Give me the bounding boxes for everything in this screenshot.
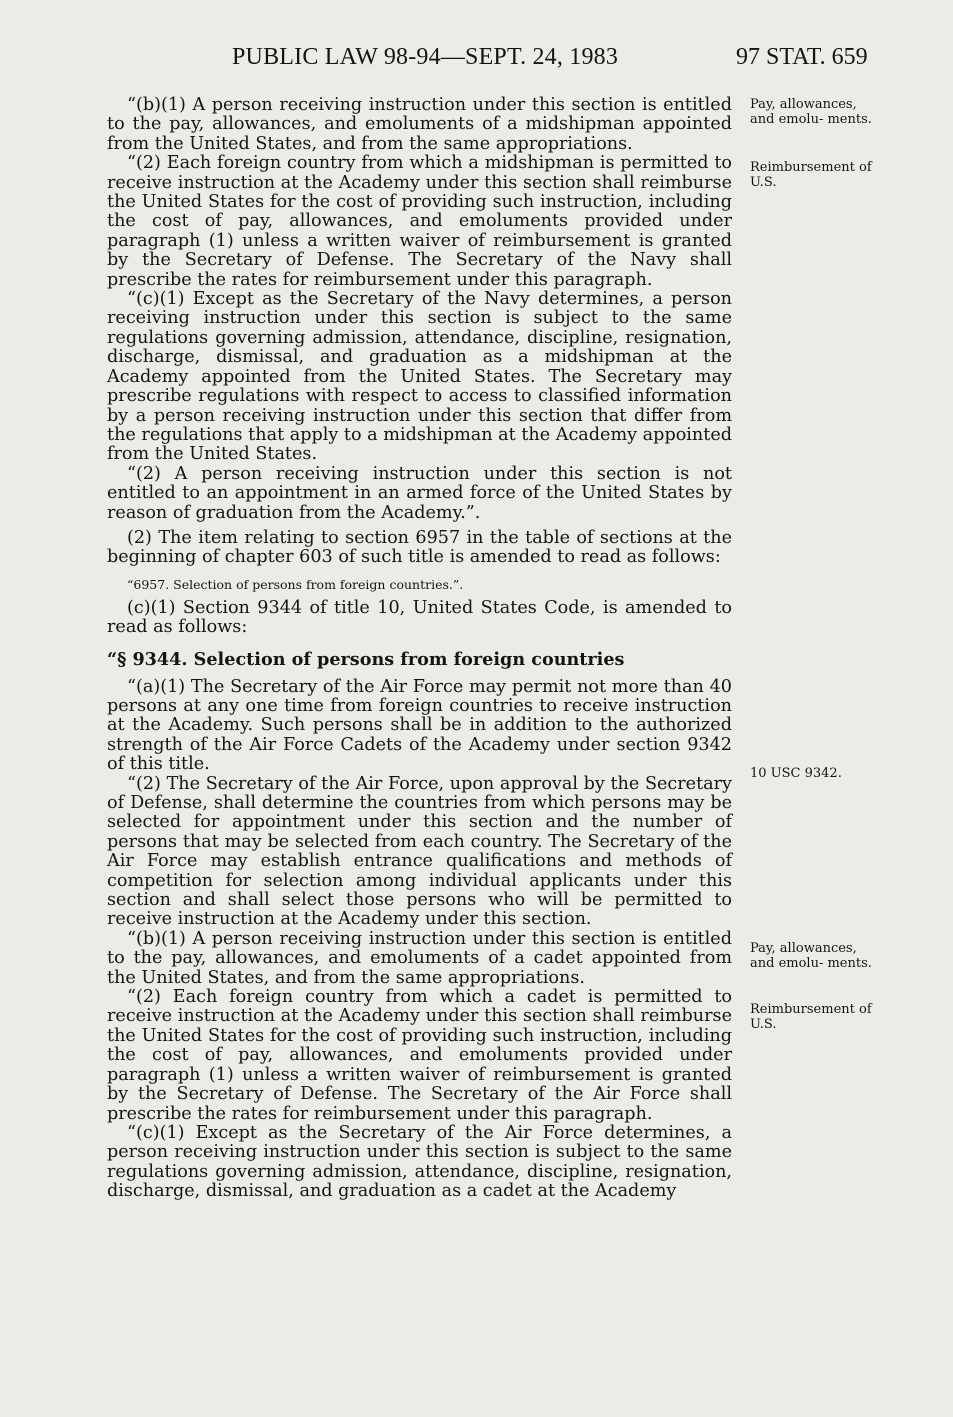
page-number: 97 STAT. 659 — [736, 44, 868, 70]
page-header — [0, 44, 953, 74]
running-title: PUBLIC LAW 98-94—SEPT. 24, 1983 — [232, 44, 619, 70]
paragraph-b2-navy: “(2) Each foreign country from which a midshipman is permitted to receive instruction at the Academy under this section shall reimburse the United States for the cost of providing such instruction, including the cost of pay, allowances, and emoluments provided under paragraph (1) unless a written waiver of reimbursement is granted by the Secretary of Defense. The Secretary of the Navy shall prescribe the rates for reimbursement under this paragraph. — [107, 153, 732, 290]
margin-note-reimbursement: Reimbursement of U.S. — [750, 160, 872, 190]
paragraph-c1-navy: “(c)(1) Except as the Secretary of the Navy determines, a person receiving instruction under this section is subject to the same regulations governing admission, attendance, discipline, resignation, discharge, dismissal, and graduation as a midshipman at the Academy appointed from the United States. The Secretary may prescribe regulations with respect to access to classified information by a person receiving instruction under this section that differ from the regulations that apply to a midshipman at the Academy appointed from the United States. — [107, 289, 732, 465]
section-heading: “§ 9344. Selection of persons from foreign countries — [107, 648, 625, 670]
paragraph-c2-navy: “(2) A person receiving instruction under this section is not entitled to an appointment in an armed force of the United States by reason of graduation from the Academy.”. — [107, 463, 732, 523]
margin-note-pay-allowances: Pay, allowances, and emolu- ments. — [750, 97, 872, 127]
table-of-sections-item: “6957. Selection of persons from foreign countries.”. — [127, 576, 464, 592]
paragraph-a2-airforce: “(2) The Secretary of the Air Force, upon approval by the Secretary of Defense, shall determine the countries from which persons may be selected for appointment under this section and the number of persons that may be selected from each country. The Secretary of the Air Force may establish entrance qualifications and methods of competition for selection among individual applicants under this section and shall select those persons who will be permitted to receive instruction at the Academy under this section. — [107, 773, 732, 930]
paragraph-section-9344-amendment: (c)(1) Section 9344 of title 10, United States Code, is amended to read as follows: — [107, 597, 732, 638]
margin-note-reimbursement-2: Reimbursement of U.S. — [750, 1002, 872, 1032]
margin-note-usc-citation: 10 USC 9342. — [750, 766, 842, 781]
paragraph-b1-navy: “(b)(1) A person receiving instruction under this section is entitled to the pay, allowances, and emoluments of a midshipman appointed from the United States, and from the same appropriations. — [107, 95, 732, 154]
margin-note-pay-allowances-2: Pay, allowances, and emolu- ments. — [750, 941, 872, 971]
main-text — [107, 96, 732, 1202]
paragraph-amendment-table: (2) The item relating to section 6957 in the table of sections at the beginning of chapter 603 of such title is amended to read as follows: — [107, 527, 732, 568]
paragraph-b1-airforce: “(b)(1) A person receiving instruction under this section is entitled to the pay, allowances, and emoluments of a cadet appointed from the United States, and from the same appropriations. — [107, 928, 732, 988]
paragraph-b2-airforce: “(2) Each foreign country from which a cadet is permitted to receive instruction at the Academy under this section shall reimburse the United States for the cost of providing such instruction, including the cost of pay, allowances, and emoluments provided under paragraph (1) unless a written waiver of reimbursement is granted by the Secretary of Defense. The Secretary of the Air Force shall prescribe the rates for reimbursement under this paragraph. — [107, 987, 732, 1124]
paragraph-a1-airforce: “(a)(1) The Secretary of the Air Force may permit not more than 40 persons at any one time from foreign countries to receive instruction at the Academy. Such persons shall be in addition to the authorized strength of the Air Force Cadets of the Academy under section 9342 of this title. — [107, 676, 732, 775]
paragraph-c1-airforce: “(c)(1) Except as the Secretary of the Air Force determines, a person receiving instruction under this section is subject to the same regulations governing admission, attendance, discipline, resignation, discharge, dismissal, and graduation as a cadet at the Academy — [107, 1122, 732, 1202]
